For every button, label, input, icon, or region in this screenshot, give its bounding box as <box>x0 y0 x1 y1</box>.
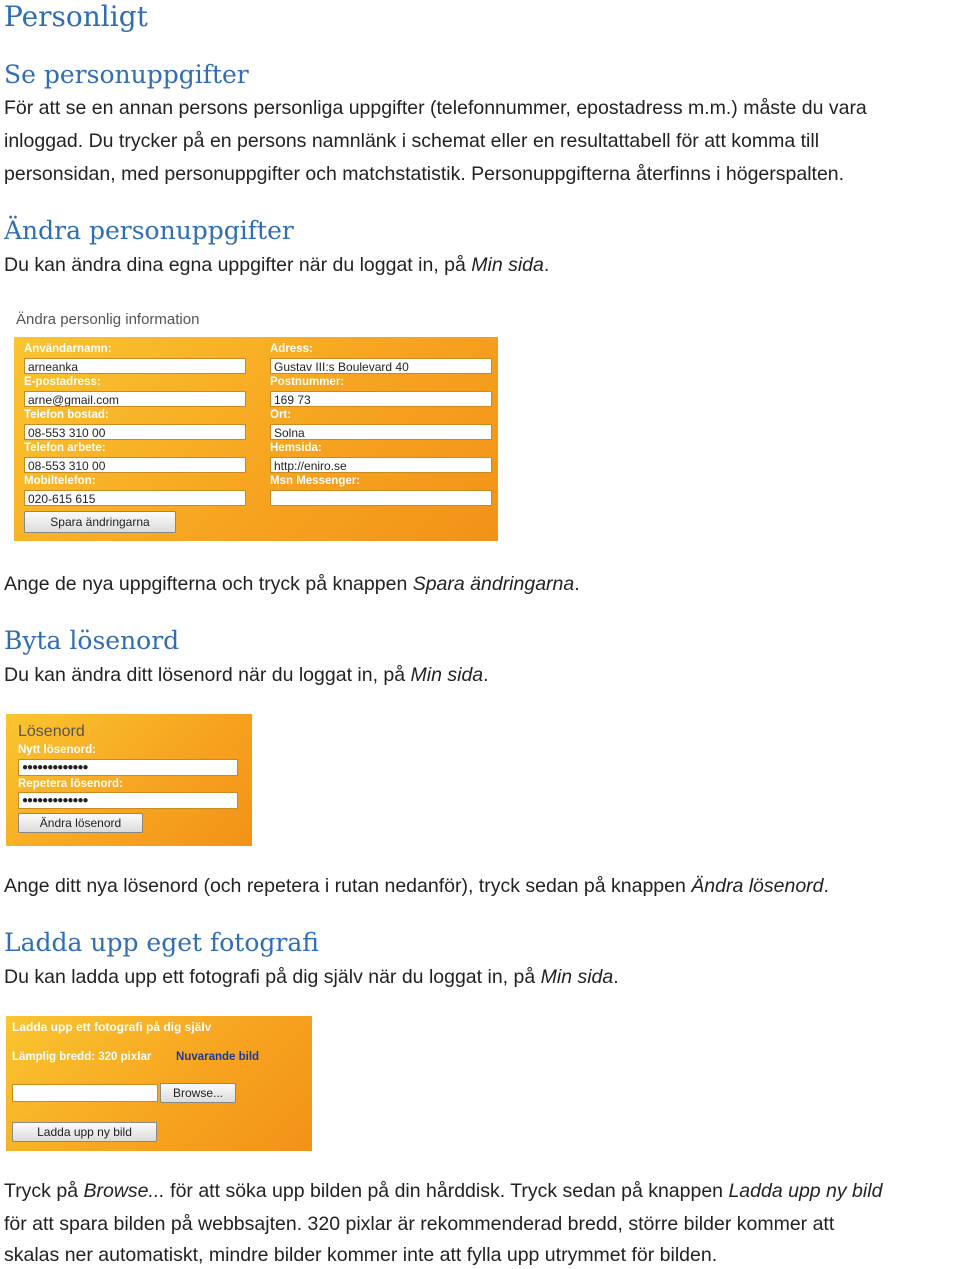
text-fragment: Du kan ändra dina egna uppgifter när du loggat in, på <box>4 254 472 276</box>
suitable-width-label: Lämplig bredd: 320 pixlar <box>12 1051 152 1063</box>
city-label: Ort: <box>270 409 292 421</box>
text-fragment: . <box>574 573 580 595</box>
text-fragment: Du kan ladda upp ett fotografi på dig själv när du loggat in, på <box>4 966 541 988</box>
website-field[interactable]: http://eniro.se <box>270 457 492 473</box>
change-password-screenshot <box>6 714 252 846</box>
zip-field[interactable]: 169 73 <box>270 391 492 407</box>
min-sida-emphasis: Min sida <box>540 966 614 988</box>
section-title-upload-photo: Ladda upp eget fotografi <box>4 928 319 957</box>
text-fragment: . <box>613 966 619 988</box>
save-changes-button[interactable]: Spara ändringarna <box>24 511 176 533</box>
paragraph-line: För att se en annan persons personliga uppgifter (telefonnummer, epostadress m.m.) måste du vara <box>4 97 867 119</box>
work-phone-label: Telefon arbete: <box>24 442 106 454</box>
file-path-field[interactable] <box>12 1084 158 1102</box>
paragraph-line: för att spara bilden på webbsajten. 320 pixlar är rekommenderad bredd, större bilder kommer att <box>4 1213 835 1235</box>
paragraph-line <box>4 961 619 994</box>
text-fragment: Ange ditt nya lösenord (och repetera i rutan nedanför), tryck sedan på knappen <box>4 875 692 897</box>
upload-new-image-emphasis: Ladda upp ny bild <box>728 1180 883 1202</box>
repeat-password-field[interactable]: ●●●●●●●●●●●●● <box>18 792 238 809</box>
mobile-field[interactable]: 020-615 615 <box>24 490 246 506</box>
change-password-emphasis: Ändra lösenord <box>691 875 824 897</box>
work-phone-field[interactable]: 08-553 310 00 <box>24 457 246 473</box>
repeat-password-label: Repetera lösenord: <box>18 778 123 790</box>
text-fragment: . <box>543 254 550 276</box>
new-password-field[interactable]: ●●●●●●●●●●●●● <box>18 759 238 776</box>
min-sida-emphasis: Min sida <box>410 664 484 686</box>
text-fragment: Du kan ändra ditt lösenord när du loggat in, på <box>4 664 411 686</box>
msn-field[interactable] <box>270 490 492 506</box>
username-label: Användarnamn: <box>24 343 112 355</box>
browse-emphasis: Browse... <box>83 1180 165 1202</box>
text-fragment: Ange de nya uppgifterna och tryck på knappen <box>4 573 413 595</box>
current-image-link[interactable]: Nuvarande bild <box>176 1051 260 1063</box>
section-title-view-info: Se personuppgifter <box>4 60 249 89</box>
section-title-edit-info: Ändra personuppgifter <box>4 216 294 245</box>
paragraph-line: inloggad. Du trycker på en persons namnlänk i schemat eller en resultattabell för att komma till <box>4 130 820 152</box>
text-fragment: . <box>483 664 489 686</box>
paragraph-line <box>4 870 829 903</box>
form-title: Ladda upp ett fotografi på dig själv <box>12 1020 212 1034</box>
username-field[interactable]: arneanka <box>24 358 246 374</box>
form-panel <box>14 337 498 541</box>
section-title-change-password: Byta lösenord <box>4 626 180 655</box>
email-label: E-postadress: <box>24 376 101 388</box>
edit-personal-info-screenshot <box>8 305 500 543</box>
zip-label: Postnummer: <box>270 376 345 388</box>
form-title: Ändra personlig information <box>16 311 200 328</box>
home-phone-label: Telefon bostad: <box>24 409 109 421</box>
email-field[interactable]: arne@gmail.com <box>24 391 246 407</box>
browse-button[interactable]: Browse... <box>160 1083 236 1103</box>
address-label: Adress: <box>270 343 313 355</box>
text-fragment: . <box>823 875 829 897</box>
page-title: Personligt <box>4 0 148 33</box>
text-fragment: Tryck på <box>4 1180 84 1202</box>
form-title: Lösenord <box>18 723 85 740</box>
website-label: Hemsida: <box>270 442 322 454</box>
change-password-button[interactable]: Ändra lösenord <box>18 813 143 833</box>
min-sida-emphasis: Min sida <box>471 254 544 276</box>
paragraph-line <box>4 568 580 601</box>
upload-photo-screenshot <box>6 1016 312 1151</box>
paragraph-line: personsidan, med personuppgifter och matchstatistik. Personuppgifterna återfinns i högerspalten. <box>4 163 845 185</box>
home-phone-field[interactable]: 08-553 310 00 <box>24 424 246 440</box>
paragraph-line: skalas ner automatiskt, mindre bilder kommer inte att fylla upp utrymmet för bilden. <box>4 1244 718 1266</box>
upload-new-image-button[interactable]: Ladda upp ny bild <box>12 1122 157 1142</box>
text-fragment: för att söka upp bilden på din hårddisk. Tryck sedan på knappen <box>164 1180 729 1202</box>
paragraph-line <box>4 659 489 692</box>
mobile-label: Mobiltelefon: <box>24 475 96 487</box>
msn-label: Msn Messenger: <box>270 475 361 487</box>
new-password-label: Nytt lösenord: <box>18 744 96 756</box>
save-changes-emphasis: Spara ändringarna <box>412 573 575 595</box>
paragraph-line <box>4 1175 882 1208</box>
address-field[interactable]: Gustav III:s Boulevard 40 <box>270 358 492 374</box>
city-field[interactable]: Solna <box>270 424 492 440</box>
paragraph-line <box>4 249 549 282</box>
